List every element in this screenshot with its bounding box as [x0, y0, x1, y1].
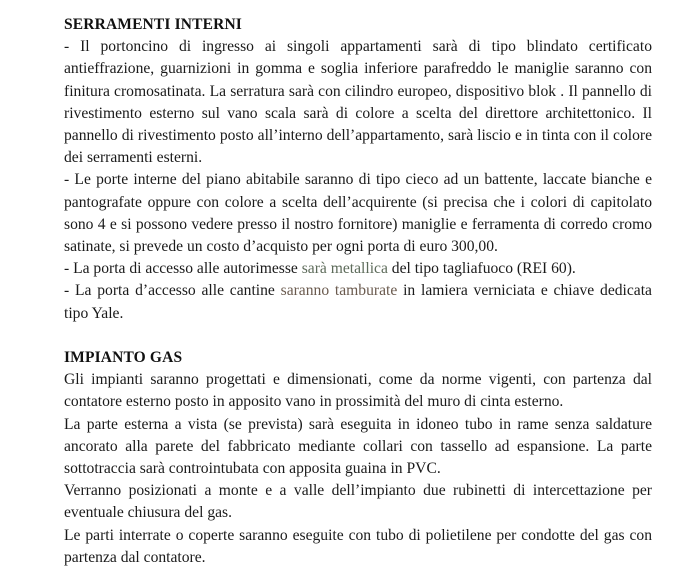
section-heading-serramenti-interni: SERRAMENTI INTERNI [64, 16, 242, 33]
paragraph-porta-cantine [64, 280, 652, 324]
text-run-0: La parte esterna a vista (se prevista) sarà eseguita in idoneo tubo in rame senza saldature ancorato alla parete del fabbricato mediante collari con tassello ad espansione. La parte sottotraccia sarà controintubata con apposita guaina in PVC. [64, 415, 652, 478]
document-body [64, 14, 652, 569]
text-run-0: - Le porte interne del piano abitabile saranno di tipo cieco ad un battente, laccate bianche e pantografate oppure con colore a scelta dell’acquirente (si precisa che i colori di capitolato sono 4 e si possono vedere presso il nostro fornitore) maniglie e ferramenta di corredo cromo satinate, si prevede un costo d’acquisto per ogni porta di euro 300,00. [64, 171, 652, 256]
paragraph-parte-esterna [64, 414, 652, 481]
text-run-0: - Il portoncino di ingresso ai singoli appartamenti sarà di tipo blindato certificato antieffrazione, guarnizioni in gomma e soglia inferiore parafreddo le maniglie saranno con finitura cromosatinata. La serratura sarà con cilindro europeo, dispositivo blok . Il pannello di rivestimento esterno sul vano scala sarà di colore a scelta del direttore architettonico. Il pannello di rivestimento posto all’interno dell’appartamento, sarà liscio e in tinta con il colore dei serramenti esterni. [64, 38, 652, 167]
paragraph-parti-interrate [64, 525, 652, 569]
paragraph-impianti-progettati [64, 369, 652, 413]
text-run-0: - La porta d’accesso alle cantine [64, 282, 281, 300]
section-heading-impianto-gas: IMPIANTO GAS [64, 349, 183, 367]
text-run-0: Gli impianti saranno progettati e dimensionati, come da norme vigenti, con partenza dal contatore esterno posto in apposito vano in prossimità del muro di cinta esterno. [64, 371, 652, 411]
text-run-0: - La porta di accesso alle autorimesse [64, 260, 302, 278]
text-run-2: in lamiera verniciata e chiave dedicata tipo Yale. [64, 282, 652, 322]
paragraph-porte-interne [64, 169, 652, 258]
text-run-0: Le parti interrate o coperte saranno eseguite con tubo di polietilene per condotte del gas con partenza dal contatore. [64, 526, 652, 566]
section-gap [64, 325, 652, 347]
text-run-2: del tipo tagliafuoco (REI 60). [387, 260, 576, 278]
text-run-0: Verranno posizionati a monte e a valle dell’impianto due rubinetti di intercettazione per eventuale chiusura del gas. [64, 482, 652, 522]
paragraph-porta-autorimesse [64, 258, 652, 280]
text-run-1: saranno tamburate [280, 282, 398, 300]
paragraph-rubinetti [64, 480, 652, 524]
text-run-1: sarà metallica [301, 260, 388, 278]
paragraph-portoncino [64, 36, 652, 169]
